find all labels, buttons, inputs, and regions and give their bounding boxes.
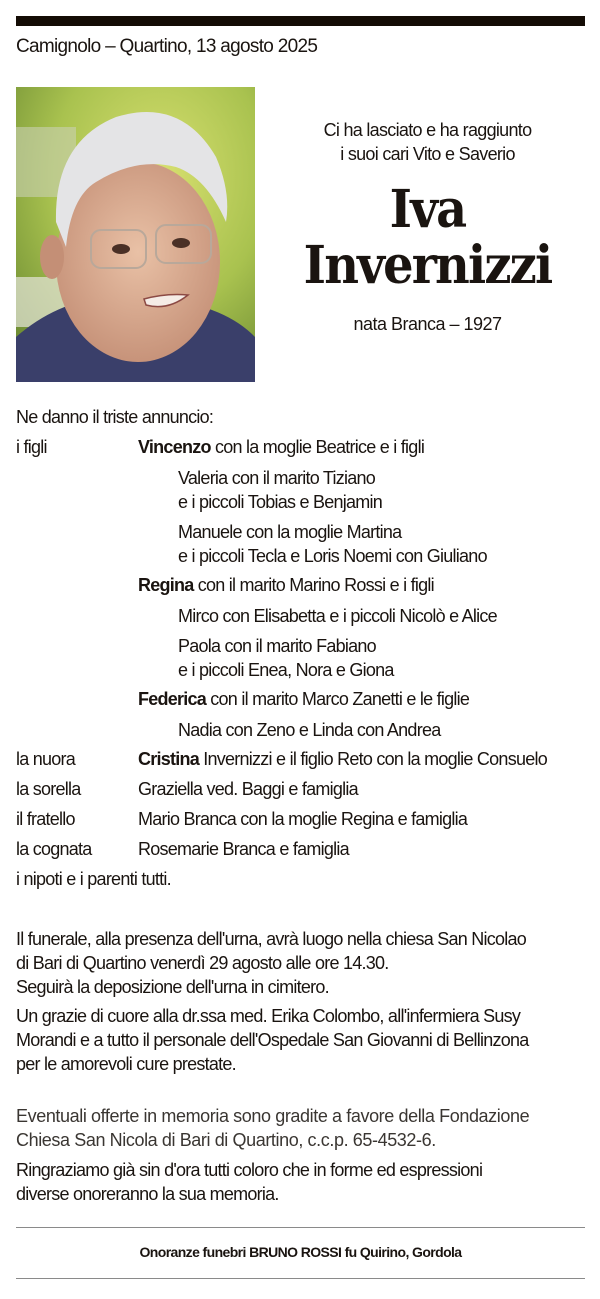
grandchild-line: Mirco con Elisabetta e i piccoli Nicolò e Alice: [178, 606, 497, 626]
thanks-paragraph: [16, 1004, 591, 1076]
grandchild-entry: [178, 634, 591, 682]
announcement: [16, 406, 591, 898]
announcement-closing: i nipoti e i parenti tutti.: [16, 869, 171, 889]
child-detail: con la moglie Beatrice e i figli: [210, 437, 425, 457]
relative-entry: Rosemarie Branca e famiglia: [138, 839, 349, 859]
relative-row: [16, 748, 591, 770]
funeral-home-credit: [16, 1244, 585, 1260]
child-row: [16, 574, 591, 596]
announcement-lead: Ne danno il triste annuncio:: [16, 407, 214, 427]
relative-name: Cristina: [138, 749, 200, 769]
grandchild-line: e i piccoli Enea, Nora e Giona: [178, 660, 394, 680]
relative-detail: Invernizzi e il figlio Reto con la moglie Consuelo: [199, 749, 547, 769]
relative-row: [16, 838, 591, 860]
funeral-info: [16, 927, 591, 999]
divider: [16, 1227, 585, 1228]
relation-label-empty: [16, 688, 138, 710]
top-bar: [16, 16, 585, 26]
grandchild-line: e i piccoli Tecla e Loris Noemi con Giuliano: [178, 546, 487, 566]
relative-row: [16, 808, 591, 830]
funeral-home-prefix: Onoranze funebri: [139, 1244, 250, 1260]
child-row: [16, 688, 591, 710]
gratitude-line: diverse onoreranno la sua memoria.: [16, 1184, 279, 1204]
funeral-line: Seguirà la deposizione dell'urna in cimitero.: [16, 977, 329, 997]
grandchild-entry: [178, 520, 591, 568]
child-entry: [138, 436, 591, 458]
thanks-line: Morandi e a tutto il personale dell'Ospedale San Giovanni di Bellinzona: [16, 1030, 529, 1050]
divider: [16, 1278, 585, 1279]
thanks-line: Un grazie di cuore alla dr.ssa med. Erika Colombo, all'infermiera Susy: [16, 1006, 521, 1026]
grandchild-entry: [178, 466, 591, 514]
child-entry: [138, 688, 591, 710]
intro-line-1: Ci ha lasciato e ha raggiunto: [323, 120, 532, 140]
grandchild-line: e i piccoli Tobias e Benjamin: [178, 492, 383, 512]
relation-label: la nuora: [16, 749, 76, 769]
child-entry: [138, 574, 591, 596]
funeral-line: Il funerale, alla presenza dell'urna, avrà luogo nella chiesa San Nicolao: [16, 929, 527, 949]
grandchild-entry: [178, 604, 591, 628]
grandchild-line: Manuele con la moglie Martina: [178, 522, 402, 542]
child-name: Regina: [138, 575, 194, 595]
funeral-line: di Bari di Quartino venerdì 29 agosto alle ore 14.30.: [16, 953, 389, 973]
funeral-home-suffix: fu Quirino, Gordola: [341, 1244, 462, 1260]
relative-entry: Graziella ved. Baggi e famiglia: [138, 779, 358, 799]
gratitude-line: Ringraziamo già sin d'ora tutti coloro che in forme ed espressioni: [16, 1160, 483, 1180]
portrait-photo: [16, 87, 255, 382]
funeral-home-name: BRUNO ROSSI: [249, 1244, 342, 1260]
relation-label: la sorella: [16, 779, 81, 799]
relation-label: la cognata: [16, 839, 92, 859]
relative-entry: Mario Branca con la moglie Regina e famiglia: [138, 809, 468, 829]
dateline: Camignolo – Quartino, 13 agosto 2025: [16, 36, 318, 57]
portrait-photo-icon: [16, 87, 255, 382]
deceased-last-name: Invernizzi: [303, 235, 552, 296]
grandchild-line: Paola con il marito Fabiano: [178, 636, 376, 656]
birth-info: nata Branca – 1927: [353, 314, 502, 334]
gratitude-paragraph: [16, 1158, 591, 1206]
heading-block: [270, 118, 585, 335]
relative-entry: [138, 748, 591, 770]
intro-line-2: i suoi cari Vito e Saverio: [340, 144, 515, 164]
grandchild-entry: [178, 718, 591, 742]
child-detail: con il marito Marco Zanetti e le figlie: [206, 689, 470, 709]
child-detail: con il marito Marino Rossi e i figli: [193, 575, 434, 595]
donations-paragraph: [16, 1104, 591, 1152]
relation-label: i figli: [16, 437, 47, 457]
donations-line: Chiesa San Nicola di Bari di Quartino, c.c.p. 65-4532-6.: [16, 1130, 436, 1150]
deceased-first-name: Iva: [389, 179, 466, 240]
grandchild-line: Nadia con Zeno e Linda con Andrea: [178, 720, 441, 740]
relative-row: [16, 778, 591, 800]
relation-label: il fratello: [16, 809, 75, 829]
child-name: Federica: [138, 689, 207, 709]
child-row: [16, 436, 591, 458]
thanks-line: per le amorevoli cure prestate.: [16, 1054, 236, 1074]
donations-line: Eventuali offerte in memoria sono gradite a favore della Fondazione: [16, 1106, 530, 1126]
relation-label-empty: [16, 574, 138, 596]
child-name: Vincenzo: [138, 437, 211, 457]
grandchild-line: Valeria con il marito Tiziano: [178, 468, 376, 488]
